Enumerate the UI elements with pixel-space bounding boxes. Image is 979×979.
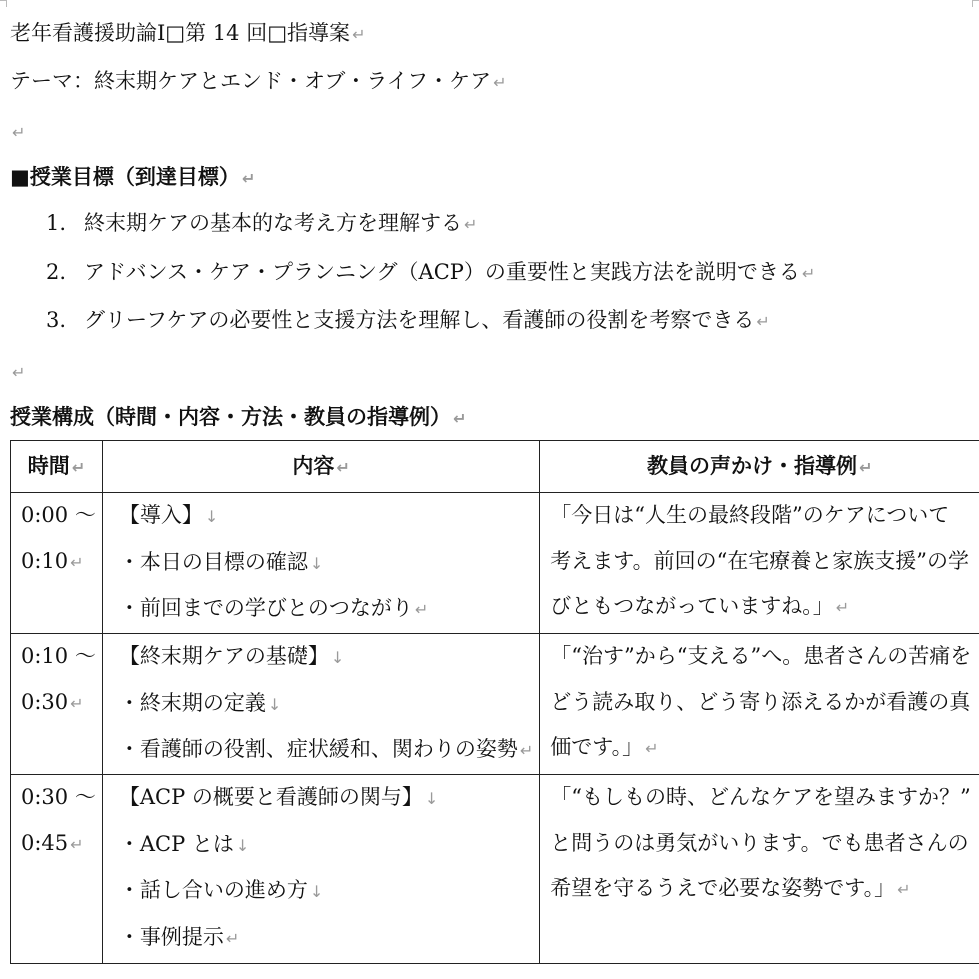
line-break-icon: ↓ xyxy=(309,553,324,573)
objective-text: アドバンス・ケア・プランニング（ACP）の重要性と実践方法を説明できる xyxy=(84,260,800,284)
objectives-heading: ■授業目標（到達目標） ↵ xyxy=(10,164,256,189)
lesson-structure-table xyxy=(10,440,979,964)
line-break-icon: ↓ xyxy=(330,648,345,667)
paragraph-mark-icon: ↵ xyxy=(352,25,366,44)
line-break-icon: ↓ xyxy=(309,882,324,901)
cell-mark-icon: ↵ xyxy=(70,834,84,854)
cell-content: 【終末期ケアの基礎】 ↓ ・終末期の定義 ↓ ・看護師の役割、症状緩和、関わりの姿勢 ↵ xyxy=(102,634,539,775)
objective-text: 終末期ケアの基本的な考え方を理解する xyxy=(84,211,462,235)
cell-mark-icon: ↵ xyxy=(225,928,240,948)
table-row xyxy=(11,775,979,964)
page-corner-left xyxy=(0,0,7,7)
objective-number: 1. xyxy=(46,211,67,235)
paragraph-mark-icon: ↵ xyxy=(12,363,26,382)
header-content: 内容 ↵ xyxy=(102,441,539,493)
cell-mark-icon: ↵ xyxy=(71,458,86,477)
cell-mark-icon: ↵ xyxy=(336,458,350,477)
objective-number: 3. xyxy=(46,308,67,332)
line-break-icon: ↓ xyxy=(267,694,282,714)
cell-mark-icon: ↵ xyxy=(519,741,534,760)
cell-mark-icon: ↵ xyxy=(897,880,911,899)
page-corner-right xyxy=(972,0,979,7)
cell-mark-icon: ↵ xyxy=(70,693,84,713)
cell-content: 【ACP の概要と看護師の関与】 ↓ ・ACP とは ↓ ・話し合いの進め方 ↓ ・事例提示 ↵ xyxy=(102,775,539,964)
cell-time: 0:30 ～ 0:45 ↵ xyxy=(11,775,103,964)
paragraph-mark-icon: ↵ xyxy=(493,73,507,92)
structure-heading: 授業構成（時間・内容・方法・教員の指導例） ↵ xyxy=(10,404,467,429)
line-break-icon: ↓ xyxy=(235,835,250,855)
objective-text: グリーフケアの必要性と支援方法を理解し、看護師の役割を考察できる xyxy=(84,308,755,332)
cell-mark-icon: ↵ xyxy=(414,600,429,619)
cell-time: 0:10 ～ 0:30 ↵ xyxy=(11,634,103,775)
header-teacher-talk: 教員の声かけ・指導例 ↵ xyxy=(540,441,979,493)
paragraph-mark-icon: ↵ xyxy=(12,123,26,142)
cell-teacher-talk: 「“治す”から“支える”へ。患者さんの苦痛を どう読み取り、どう寄り添えるかが看護の真 価です。」 ↵ xyxy=(540,634,979,775)
empty-paragraph xyxy=(10,356,25,388)
paragraph-mark-icon: ↵ xyxy=(453,409,467,428)
cell-teacher-talk: 「“もしもの時、どんなケアを望みますか？” と問うのは勇気がいります。でも患者さんの 希望を守るうえで必要な姿勢です。」 ↵ xyxy=(540,775,979,964)
cell-mark-icon: ↵ xyxy=(70,552,84,572)
line-break-icon: ↓ xyxy=(204,507,219,526)
cell-time: 0:00 ～ 0:10 ↵ xyxy=(11,493,103,634)
paragraph-mark-icon: ↵ xyxy=(241,169,256,188)
objective-item-1 xyxy=(46,208,477,240)
doc-title: 老年看護援助論Ⅰ□第 14 回□指導案 ↵ xyxy=(10,21,366,45)
paragraph-mark-icon: ↵ xyxy=(464,215,478,234)
table-row xyxy=(11,493,979,634)
objective-item-2 xyxy=(46,257,815,289)
paragraph-mark-icon: ↵ xyxy=(756,312,770,331)
table-header-row xyxy=(11,441,979,493)
line-break-icon: ↓ xyxy=(424,789,439,808)
cell-content: 【導入】 ↓ ・本日の目標の確認 ↓ ・前回までの学びとのつながり ↵ xyxy=(102,493,539,634)
table-row xyxy=(11,634,979,775)
objective-number: 2. xyxy=(46,260,67,284)
cell-mark-icon: ↵ xyxy=(859,458,873,477)
doc-theme: テーマ：終末期ケアとエンド・オブ・ライフ・ケア ↵ xyxy=(10,69,507,93)
cell-mark-icon: ↵ xyxy=(835,598,850,617)
objective-item-3 xyxy=(46,305,770,337)
empty-paragraph xyxy=(10,116,25,148)
cell-mark-icon: ↵ xyxy=(645,739,659,758)
paragraph-mark-icon: ↵ xyxy=(801,264,816,283)
header-time: 時間 ↵ xyxy=(11,441,103,493)
cell-teacher-talk: 「今日は“人生の最終段階”のケアについて 考えます。前回の“在宅療養と家族支援”の学 びともつながっていますね。」 ↵ xyxy=(540,493,979,634)
